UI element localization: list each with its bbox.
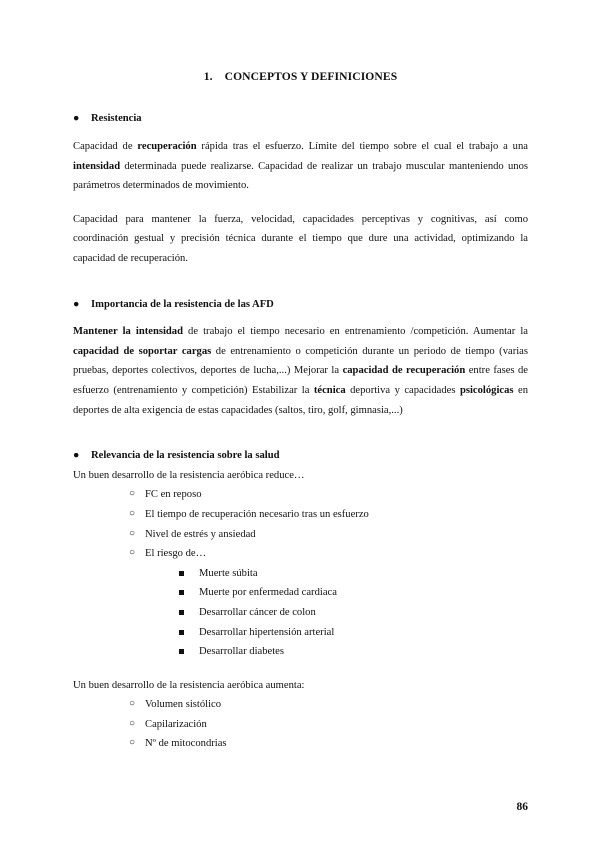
reduce-intro: Un buen desarrollo de la resistencia aeróbica reduce… [73, 469, 305, 481]
circle-bullet-icon: ○ [129, 527, 136, 539]
circle-bullet-icon: ○ [129, 507, 136, 519]
square-bullet-icon [179, 610, 184, 615]
section-heading [73, 66, 528, 87]
subheading-relevancia [73, 446, 528, 466]
circle-bullet-icon: ○ [129, 698, 136, 710]
bold-term: Mantener la intensidad [73, 326, 183, 338]
circle-bullet-icon: ○ [129, 488, 136, 500]
resistencia-paragraph-2: Capacidad para mantener la fuerza, velocidad, capacidades perceptivas y cognitivas, así como coordinación gestual y precisión técnica durante el tiempo que dure una actividad, optimizando la capacidad de recuperación. [73, 213, 528, 264]
list-item: Muerte súbita [179, 564, 528, 584]
text-run: entre fases de esfuerzo (entrenamiento y competición) Estabilizar la [73, 365, 529, 396]
list-item: ○ FC en reposo [129, 485, 528, 505]
square-bullet-icon [179, 571, 184, 576]
section-title: CONCEPTOS Y DEFINICIONES [224, 70, 398, 83]
list-item: ○ Nº de mitocondrias [129, 734, 528, 754]
subheading-importancia [73, 295, 528, 315]
bullet-marker: ● [73, 113, 80, 125]
bullet-marker: ● [73, 298, 80, 310]
bold-term: técnica [313, 384, 346, 396]
list-item: ○ Nivel de estrés y ansiedad [129, 525, 528, 545]
list-item: ○ Capilarización [129, 715, 528, 735]
reduce-list [73, 485, 528, 661]
list-item: ○ Volumen sistólico [129, 695, 528, 715]
bold-term: psicológicas [459, 384, 514, 396]
aumenta-intro: Un buen desarrollo de la resistencia aeróbica aumenta: [73, 679, 305, 691]
bold-term: recuperación [137, 141, 197, 153]
resistencia-paragraph-1 [73, 137, 528, 196]
bullet-marker: ● [73, 450, 80, 462]
bold-term: intensidad [73, 160, 121, 172]
list-item: Desarrollar cáncer de colon [179, 603, 528, 623]
subheading-resistencia [73, 109, 528, 129]
list-item: ○ El tiempo de recuperación necesario tras un esfuerzo [129, 505, 528, 525]
list-item: Desarrollar diabetes [179, 642, 528, 662]
list-item: Muerte por enfermedad cardiaca [179, 583, 528, 603]
square-bullet-icon [179, 630, 184, 635]
riesgo-list [145, 564, 528, 662]
text-run: de entrenamiento o competición durante un periodo de tiempo (varias pruebas, deportes colectivos, deportes de lucha,...) Mejorar la [73, 345, 528, 377]
square-bullet-icon [179, 649, 184, 654]
text-run: en deportes de alta exigencia de estas capacidades (saltos, tiro, golf, gimnasia,...) [73, 384, 528, 416]
bold-term: capacidad de recuperación [342, 365, 466, 377]
text-run: determinada puede realizarse. Capacidad de realizar un trabajo muscular manteniendo unos parámetros determinados de movimiento. [73, 160, 528, 192]
subheading-text: Importancia de la resistencia de las AFD [91, 298, 274, 310]
subheading-text: Relevancia de la resistencia sobre la salud [91, 450, 280, 462]
text-run: rápida tras el esfuerzo. Límite del tiempo sobre el cual el trabajo a una [196, 141, 528, 153]
page-content [73, 66, 528, 754]
list-item: ○ El riesgo de… Muerte súbita Muerte por enfermedad cardiaca Desarrollar cáncer de colon Desarrollar hipertensión arterial Desarrollar diabetes [129, 544, 528, 662]
list-item: Desarrollar hipertensión arterial [179, 623, 528, 643]
bold-term: capacidad de soportar cargas [73, 345, 212, 357]
circle-bullet-icon: ○ [129, 547, 136, 559]
aumenta-list [73, 695, 528, 754]
circle-bullet-icon: ○ [129, 717, 136, 729]
square-bullet-icon [179, 590, 184, 595]
text-run: Capacidad de [73, 141, 138, 153]
subheading-text: Resistencia [91, 113, 142, 125]
text-run: de trabajo el tiempo necesario en entrenamiento /competición. Aumentar la [182, 326, 528, 338]
section-number: 1. [203, 70, 213, 83]
text-run: deportiva y capacidades [345, 384, 460, 396]
page-number: 86 [516, 801, 528, 813]
circle-bullet-icon: ○ [129, 737, 136, 749]
importancia-paragraph [73, 322, 528, 420]
